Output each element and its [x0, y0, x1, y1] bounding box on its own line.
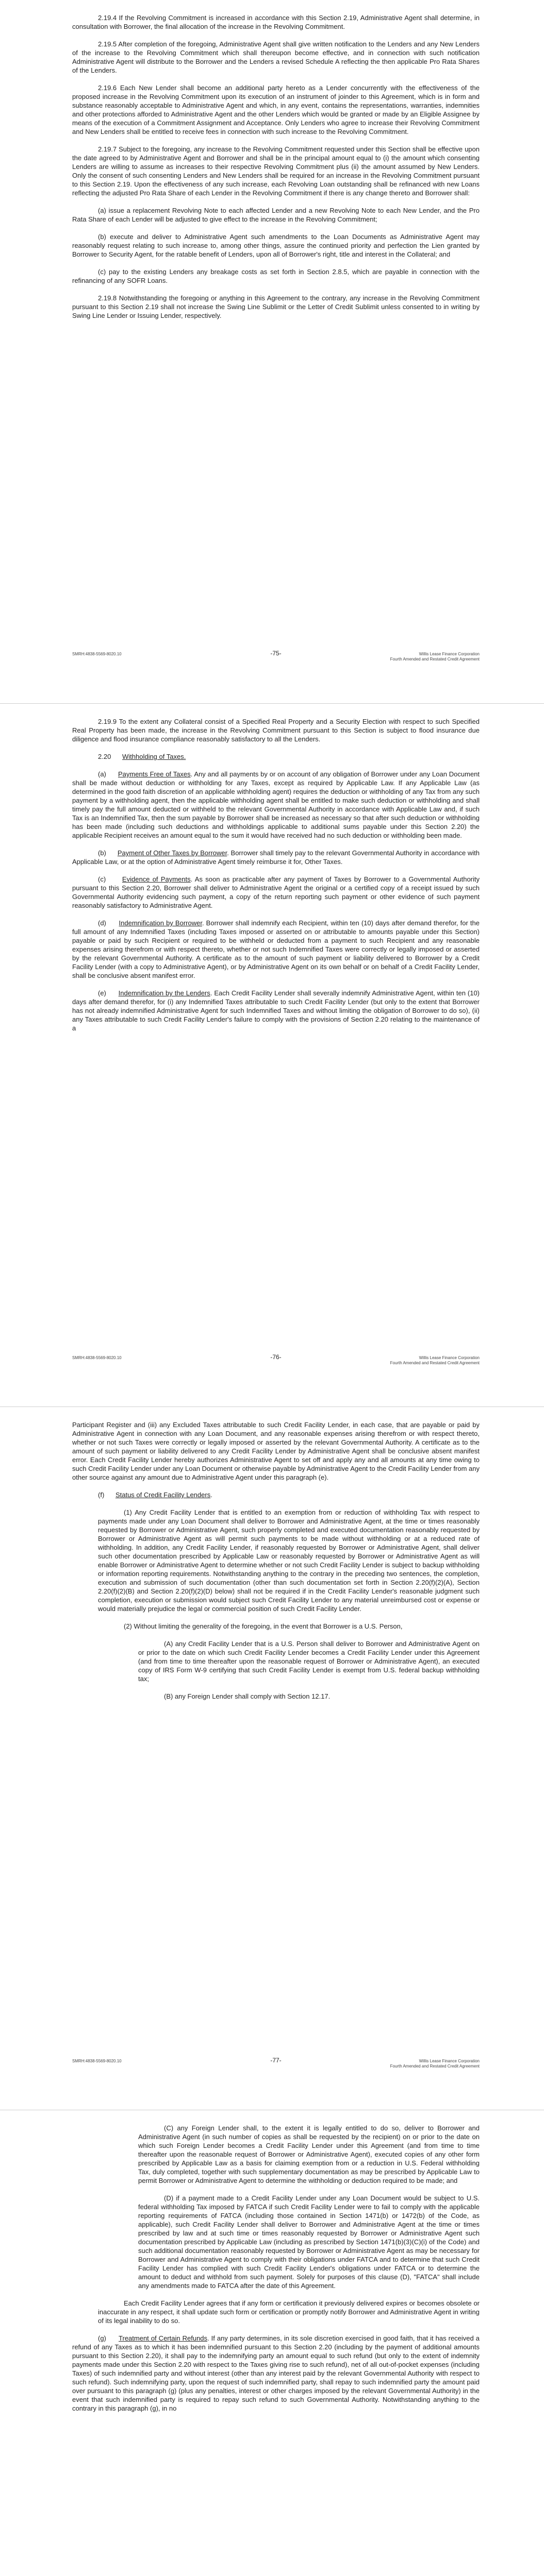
clause-title: Evidence of Payments: [122, 875, 191, 883]
footer-company: [390, 2059, 480, 2069]
company-name: Willis Lease Finance Corporation: [419, 1355, 480, 1360]
clause-a: (a) issue a replacement Revolving Note to each affected Lender and a new Revolving Note to each New Lender, and the Pro Rata Share of each Lender will be adjusted to give effect to the increase in the Revolving Commitment;: [72, 207, 480, 223]
clause-title: Treatment of Certain Refunds: [119, 2334, 208, 2342]
clause-e: [72, 989, 480, 1032]
paragraph-2-19-8: 2.19.8 Notwithstanding the foregoing or anything in this Agreement to the contrary, any increase in the Revolving Commitment pursuant to this Section 2.19 shall not increase the Swing Line Sublimit or the Letter of Credit Sublimit unless consented to in writing by Swing Line Lender or Issuing Lender, respectively.: [72, 294, 480, 319]
section-title: Withholding of Taxes.: [122, 753, 186, 760]
agreement-name: Fourth Amended and Restated Credit Agreement: [390, 657, 480, 662]
clause-title: Indemnification by Borrower: [119, 919, 202, 927]
page-76: [0, 703, 544, 1407]
subclause-B: (B) any Foreign Lender shall comply with Section 12.17.: [164, 1692, 331, 1700]
clause-c: [72, 875, 480, 910]
clause-text: . Borrower shall timely pay to the relevant Governmental Authority in accordance with Applicable Law, or at the option of Administrative Agent timely reimburse it for, Other Taxes.: [72, 849, 480, 866]
paragraph-2-19-5: 2.19.5 After completion of the foregoing, Administrative Agent shall give written notification to the Lenders and any New Lenders of the increase to the Revolving Commitment which shall thereupon become effective, and in connection with such notification Administrative Agent will distribute to the Borrower and the Lenders a revised Schedule A reflecting the then applicable Pro Rata Shares of the Lenders.: [72, 40, 480, 74]
clause-text: . Each Credit Facility Lender shall severally indemnify Administrative Agent, within ten (10) days after demand therefor, for (i) any Indemnified Taxes attributable to such Credit Facility Lender (but only to the extent that Borrower has not already indemnified Administrative Agent for such Indemnified Taxes and without limiting the obligation of Borrower to do so), (ii) any Taxes attributable to such Credit Facility Lender's failure to comply with the provisions of Section 2.20 relating to the maintenance of a: [72, 989, 480, 1032]
subclause-1: (1) Any Credit Facility Lender that is entitled to an exemption from or reduction of withholding Tax with respect to payments made under any Loan Document shall deliver to Borrower and Administrative Agent, at the time or times reasonably requested by Borrower or Administrative Agent, such properly completed and executed documentation reasonably requested by Borrower or Administrative Agent as will permit such payments to be made without withholding or at a reduced rate of withholding. In addition, any Credit Facility Lender, if reasonably requested by Borrower or Administrative Agent, shall deliver such other documentation prescribed by Applicable Law or reasonably requested by Borrower or Administrative Agent as will enable Borrower or Administrative Agent to determine whether or not such Credit Facility Lender is subject to backup withholding or information reporting requirements. Notwithstanding anything to the contrary in the preceding two sentences, the completion, execution and submission of such documentation (other than such documentation set forth in Section 2.20(f)(2)(A), Section 2.20(f)(2)(B) and Section 2.20(f)(2)(D) below) shall not be required if in the Credit Facility Lender's reasonable judgment such completion, execution or submission would subject such Credit Facility Lender to any material unreimbursed cost or expense or would materially prejudice the legal or commercial position of such Credit Facility Lender.: [98, 1509, 480, 1613]
update-paragraph: Each Credit Facility Lender agrees that if any form or certification it previously delivered expires or becomes obsolete or inaccurate in any respect, it shall update such form or certification or promptly notify Borrower and Administrative Agent in writing of its legal inability to do so.: [98, 2299, 480, 2325]
clause-label: (e): [98, 989, 106, 997]
paragraph-2-19-9: 2.19.9 To the extent any Collateral consist of a Specified Real Property and a Security Election with respect to such Specified Real Property has been made, the increase in the Revolving Commitment pursuant to this Section is subject to flood insurance due diligence and flood insurance compliance reasonably satisfactory to all the Lenders.: [72, 718, 480, 743]
clause-d: [72, 919, 480, 980]
subclause-2: (2) Without limiting the generality of the foregoing, in the event that Borrower is a U.S. Person,: [124, 1622, 403, 1630]
clause-title: Payment of Other Taxes by Borrower: [117, 849, 227, 857]
clause-b: [72, 849, 480, 866]
clause-c: (c) pay to the existing Lenders any breakage costs as set forth in Section 2.8.5, which are payable in connection with the refinancing of any SOFR Loans.: [72, 268, 480, 284]
clause-label: (b): [98, 849, 106, 857]
page-number: -76-: [270, 1353, 282, 1361]
paragraph-2-19-7: 2.19.7 Subject to the foregoing, any increase to the Revolving Commitment requested under this Section shall be effective upon the date agreed to by Administrative Agent and Borrower and shall be in the principal amount equal to (i) the amount which consenting Lenders are willing to assume as increases to their respective Revolving Commitment plus (ii) the amount assumed by New Lenders. Only the consent of such consenting Lenders and New Lenders shall be required for an increase in the Revolving Commitment pursuant to this Section 2.19. Upon the effectiveness of any such increase, each Revolving Loan outstanding shall be refinanced with new Loans reflecting the adjusted Pro Rata Share of each Lender in the Revolving Commitment if there is any change thereto and Borrower shall:: [72, 145, 480, 197]
paragraph-2-19-4: 2.19.4 If the Revolving Commitment is increased in accordance with this Section 2.19, Administrative Agent shall determine, in consultation with Borrower, the final allocation of the increase in the Revolving Commitment.: [72, 14, 480, 30]
clause-text: . Borrower shall indemnify each Recipient, within ten (10) days after demand therefor, for the full amount of any Indemnified Taxes (including Taxes imposed or asserted on or attributable to amounts payable under this Section) payable or paid by such Recipient or required to be withheld or deducted from a payment to such Recipient and any reasonable expenses arising therefrom or with respect thereto, whether or not such Indemnified Taxes were correctly or legally imposed or asserted by the relevant Governmental Authority. A certificate as to the amount of such payment or liability delivered to Borrower by a Credit Facility Lender (with a copy to Administrative Agent), or by Administrative Agent on its own behalf or on behalf of a Credit Facility Lender, shall be conclusive absent manifest error.: [72, 919, 480, 979]
clause-title: Payments Free of Taxes: [118, 770, 191, 778]
page-number: -77-: [270, 2057, 282, 2064]
subclause-C: (C) any Foreign Lender shall, to the extent it is legally entitled to do so, deliver to Borrower and Administrative Agent (in such number of copies as shall be requested by the recipient) on or prior to the date on which such Foreign Lender becomes a Credit Facility Lender under this Agreement (and from time to time thereafter upon the reasonable request of Borrower or Administrative Agent), executed copies of any other form prescribed by Applicable Law as a basis for claiming exemption from or a reduction in U.S. Federal withholding Tax, duly completed, together with such supplementary documentation as may be prescribed by Applicable Law to permit Borrower or Administrative Agent to determine the withholding or deduction required to be made; and: [138, 2124, 480, 2184]
clause-a: [72, 770, 480, 840]
clause-text: . Any and all payments by or on account of any obligation of Borrower under any Loan Document shall be made without deduction or withholding for any Taxes, except as required by Applicable Law. If any Applicable Law (as determined in the good faith discretion of an applicable withholding agent) requires the deduction or withholding of any Tax from any such payment by a withholding agent, then the applicable withholding agent shall be entitled to make such deduction or withholding and shall timely pay the full amount deducted or withheld to the relevant Governmental Authority in accordance with Applicable Law and, if such Tax is an Indemnified Tax, then the sum payable by Borrower shall be increased as necessary so that after such deduction or withholding has been made (including such deductions and withholdings applicable to additional sums payable under this Section 2.20) the applicable Recipient receives an amount equal to the sum it would have received had no such deduction or withholding been made.: [72, 770, 480, 839]
section-number: 2.20: [98, 753, 111, 760]
page-75: [0, 0, 544, 703]
doc-id: SMRH:4838-5569-8020.10: [72, 652, 122, 656]
page-77: [0, 1406, 544, 2110]
doc-id: SMRH:4838-5569-8020.10: [72, 1355, 122, 1360]
page-body: [72, 1420, 480, 1709]
page-number: -75-: [270, 650, 282, 657]
page-body: [72, 2124, 480, 2421]
clause-f: [72, 1490, 480, 1499]
paragraph-2-19-6: 2.19.6 Each New Lender shall become an additional party hereto as a Lender concurrently with the effectiveness of the proposed increase in the Revolving Commitment upon its execution of an instrument of joinder to this Agreement, which is in form and substance reasonably acceptable to Administrative Agent and which, in any event, contains the representations, warranties, indemnities and other protections afforded to Administrative Agent and the other Lenders which would be granted or made by an Eligible Assignee by means of the execution of a Commitment Assignment and Acceptance. Only Lenders who agree to increase their Revolving Commitment and New Lenders shall be entitled to receive fees in connection with such increase to the Revolving Commitment.: [72, 84, 480, 135]
clause-title: Indemnification by the Lenders: [118, 989, 210, 997]
section-heading: [72, 752, 480, 761]
doc-id: SMRH:4838-5569-8020.10: [72, 2059, 122, 2063]
company-name: Willis Lease Finance Corporation: [419, 652, 480, 656]
page-body: [72, 13, 480, 329]
clause-tail: .: [210, 1491, 212, 1499]
clause-text: . As soon as practicable after any payment of Taxes by Borrower to a Governmental Authority pursuant to this Section 2.20, Borrower shall deliver to Administrative Agent the original or a certified copy of a receipt issued by such Governmental Authority evidencing such payment, a copy of the return reporting such payment or other evidence of such payment reasonably satisfactory to Administrative Agent.: [72, 875, 480, 909]
clause-label: (g): [98, 2334, 106, 2342]
clause-label: (d): [98, 919, 106, 927]
footer-company: [390, 1355, 480, 1366]
clause-g: [72, 2334, 480, 2413]
continued-paragraph: Participant Register and (iii) any Excluded Taxes attributable to such Credit Facility Lender, in each case, that are payable or paid by Administrative Agent in connection with any Loan Document, and any reasonable expenses arising therefrom or with respect thereto, whether or not such Taxes were correctly or legally imposed or asserted by the relevant Governmental Authority. A certificate as to the amount of such payment or liability delivered to any Credit Facility Lender by Administrative Agent shall be conclusive absent manifest error. Each Credit Facility Lender hereby authorizes Administrative Agent to set off and apply any and all amounts at any time owing to such Credit Facility Lender under any Loan Document or otherwise payable by Administrative Agent to the Credit Facility Lender from any other source against any amount due to Administrative Agent under this paragraph (e).: [72, 1421, 480, 1481]
page-body: [72, 717, 480, 1041]
company-name: Willis Lease Finance Corporation: [419, 2059, 480, 2063]
clause-b: (b) execute and deliver to Administrative Agent such amendments to the Loan Documents as Administrative Agent may reasonably request relating to such increase to, among other things, assure the continued priority and perfection the Lien granted by Borrower to Security Agent, for the ratable benefit of Lenders, upon all of Borrower's right, title and interest in the Collateral; and: [72, 233, 480, 258]
clause-text: . If any party determines, in its sole discretion exercised in good faith, that it has received a refund of any Taxes as to which it has been indemnified pursuant to this Section 2.20 (including by the payment of additional amounts pursuant to this Section 2.20), it shall pay to the indemnifying party an amount equal to such refund (but only to the extent of indemnity payments made under this Section 2.20 with respect to the Taxes giving rise to such refund), net of all out-of-pocket expenses (including Taxes) of such indemnified party and without interest (other than any interest paid by the relevant Governmental Authority with respect to such refund). Such indemnifying party, upon the request of such indemnified party, shall repay to such indemnified party the amount paid over pursuant to this paragraph (g) (plus any penalties, interest or other charges imposed by the relevant Governmental Authority) in the event that such indemnified party is required to repay such refund to such Governmental Authority. Notwithstanding anything to the contrary in this paragraph (g), in no: [72, 2334, 480, 2412]
page-78: [0, 2110, 544, 2576]
clause-label: (a): [98, 770, 106, 778]
agreement-name: Fourth Amended and Restated Credit Agreement: [390, 1361, 480, 1365]
subclause-A: (A) any Credit Facility Lender that is a U.S. Person shall deliver to Borrower and Administrative Agent on or prior to the date on which such Credit Facility Lender becomes a Credit Facility Lender under this Agreement (and from time to time thereafter upon the reasonable request of Borrower or Administrative Agent), an executed copy of IRS Form W-9 certifying that such Credit Facility Lender is exempt from U.S. federal backup withholding tax;: [138, 1640, 480, 1683]
clause-label: (c): [98, 875, 106, 883]
clause-title: Status of Credit Facility Lenders: [115, 1491, 211, 1499]
footer-company: [390, 652, 480, 662]
clause-label: (f): [98, 1491, 105, 1499]
subclause-D: (D) if a payment made to a Credit Facility Lender under any Loan Document would be subject to U.S. federal withholding Tax imposed by FATCA if such Credit Facility Lender were to fail to comply with the applicable reporting requirements of FATCA (including those contained in Section 1471(b) or 1472(b) of the Code, as applicable), such Credit Facility Lender shall deliver to Borrower and Administrative Agent at the time or times prescribed by law and at such time or times reasonably requested by Borrower or Administrative Agent such documentation prescribed by Applicable Law (including as prescribed by Section 1471(b)(3)(C)(i) of the Code) and such additional documentation reasonably requested by Borrower or Administrative Agent as may be necessary for Borrower and Administrative Agent to comply with their obligations under FATCA and to determine that such Credit Facility Lender has complied with such Credit Facility Lender's obligations under FATCA or to determine the amount to deduct and withhold from such payment. Solely for purposes of this clause (D), "FATCA" shall include any amendments made to FATCA after the date of this Agreement.: [138, 2194, 480, 2290]
agreement-name: Fourth Amended and Restated Credit Agreement: [390, 2064, 480, 2069]
